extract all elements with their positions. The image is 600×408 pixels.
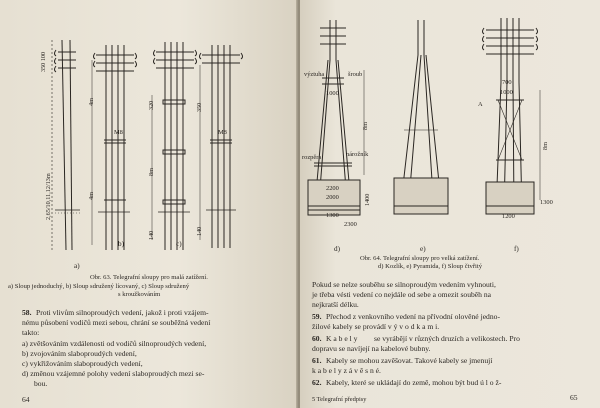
annotation-f-8m: 8m: [542, 142, 549, 150]
dim-c-140: 140: [148, 230, 155, 240]
fig63-caption-line2: s kroužkováním: [118, 291, 161, 298]
dim-c-320: 320: [148, 100, 155, 110]
dim-d-140: 140: [196, 226, 203, 236]
dim-d-350: 350: [196, 102, 203, 112]
para-intro-line2: je třeba vésti vedení co nejdále od sebe a omezit souběh na: [312, 290, 492, 299]
annotation-8m: 8m: [362, 122, 369, 130]
list-item-d-cont: bou.: [34, 379, 48, 388]
list-item-c: c) vykřižováním slaboproudých vedení,: [22, 359, 143, 368]
dim-b-4m-upper: 4m: [88, 98, 95, 106]
page-number-right: 65: [570, 393, 578, 402]
list-item-a: a) zvětšováním vzdálenosti od vodičů silnoproudých vedení,: [22, 339, 207, 348]
annotation-1400: 1400: [364, 193, 371, 206]
para-60-line1: se vyrábějí v různých druzích a velikostech. Pro: [374, 334, 520, 343]
dim-a-height: 2,65/10,11,12/13m: [45, 173, 52, 220]
annotation-2200: 2200: [326, 185, 339, 192]
fig-label-a: a): [74, 262, 80, 270]
para-intro-line1: Pokud se nelze souběhu se silnoproudým vedením vyhnouti,: [312, 280, 496, 289]
annotation-f-1200: 1200: [502, 213, 515, 220]
annotation-sroub: šroub: [348, 71, 363, 78]
fig-label-c: c): [176, 240, 182, 248]
annotation-f-1300: 1300: [540, 199, 553, 206]
pole-c-drawing: [152, 42, 197, 250]
para-59-line1: Přechod z venkovního vedení na přívodní olověné jedno-: [326, 312, 500, 321]
annotation-1000: 1000: [326, 90, 339, 97]
fig-label-d: d): [334, 245, 340, 253]
pole-ctyrity-drawing: [483, 18, 541, 214]
para-58-number: 58.: [22, 308, 32, 317]
page-number-left: 64: [22, 395, 30, 404]
para-61-line2: k a b e l y z á v ě s n é.: [312, 366, 381, 375]
fig-label-e: e): [420, 245, 426, 253]
para-62-line: Kabely, které se ukládají do země, mohou být bud ú l o ž-: [326, 378, 502, 387]
pole-b-drawing: [92, 45, 137, 250]
annotation-f-700: 700: [502, 79, 512, 86]
fig-label-b: b): [118, 240, 124, 248]
footer-source: 5 Telegrafní předpisy: [312, 396, 367, 403]
pole-d-drawing: [200, 45, 243, 248]
para-61-line1: Kabely se mohou zavěšovat. Takové kabely se jmenují: [326, 356, 493, 365]
para-60-spaced: K a b e l y: [326, 334, 358, 343]
dim-c-8m: 8m: [148, 168, 155, 176]
annotation-2300: 2300: [344, 221, 357, 228]
para-60-number: 60.: [312, 334, 322, 343]
annotation-vyztuha: výztuha: [304, 71, 325, 78]
list-item-d: d) změnou vzájemné polohy vedení slaboproudých mezi se-: [22, 369, 205, 378]
annotation-rozpera: rozpěra: [302, 154, 322, 161]
para-intro-line3: nejkratší délku.: [312, 300, 359, 309]
pole-a-drawing: [52, 40, 80, 250]
left-page: [0, 0, 298, 408]
para-58-line2: nému působení vodičů mezi sebou, chrání se souběžná vedení: [22, 318, 211, 327]
annotation-f-1000: 1000: [500, 89, 513, 96]
dim-b-4m-lower: 4m: [88, 192, 95, 200]
dim-b-m8: M8: [114, 129, 123, 136]
annotation-narozník: nárožník: [346, 151, 369, 158]
para-59-number: 59.: [312, 312, 322, 321]
para-61-number: 61.: [312, 356, 322, 365]
annotation-1300: 1300: [326, 212, 339, 219]
fig-label-f: f): [514, 245, 519, 253]
para-62-number: 62.: [312, 378, 322, 387]
fig64-caption-title: Obr. 64. Telegrafní sloupy pro velká zatížení.: [360, 255, 480, 262]
para-60-line2: dopravu se navíjejí na kabelové bubny.: [312, 344, 431, 353]
annotation-f-a: A: [478, 101, 483, 108]
right-page: [300, 0, 600, 408]
annotation-2000: 2000: [326, 194, 339, 201]
para-59-line2: žilové kabely se provádí v ý v o d k a m i.: [312, 322, 440, 331]
para-58-line3: takto:: [22, 328, 40, 337]
fig64-caption-sub: d) Kozlík, e) Pyramida, f) Sloup čtvřitý: [378, 263, 483, 270]
list-item-b: b) zvojováním slaboproudých vedení,: [22, 349, 137, 358]
fig63-caption-line1: a) Sloup jednoduchý, b) Sloup sdružený lícovaný, c) Sloup sdružený: [8, 283, 190, 290]
para-58-line1: Proti vlivům silnoproudých vedení, jakož i proti vzájem-: [36, 308, 209, 317]
dim-a-top: 350 100: [40, 51, 47, 72]
fig63-caption-title: Obr. 63. Telegrafní sloupy pro malá zatížení.: [90, 274, 208, 281]
pole-pyramida-drawing: [394, 20, 448, 214]
dim-d-m8: M8: [218, 129, 227, 136]
